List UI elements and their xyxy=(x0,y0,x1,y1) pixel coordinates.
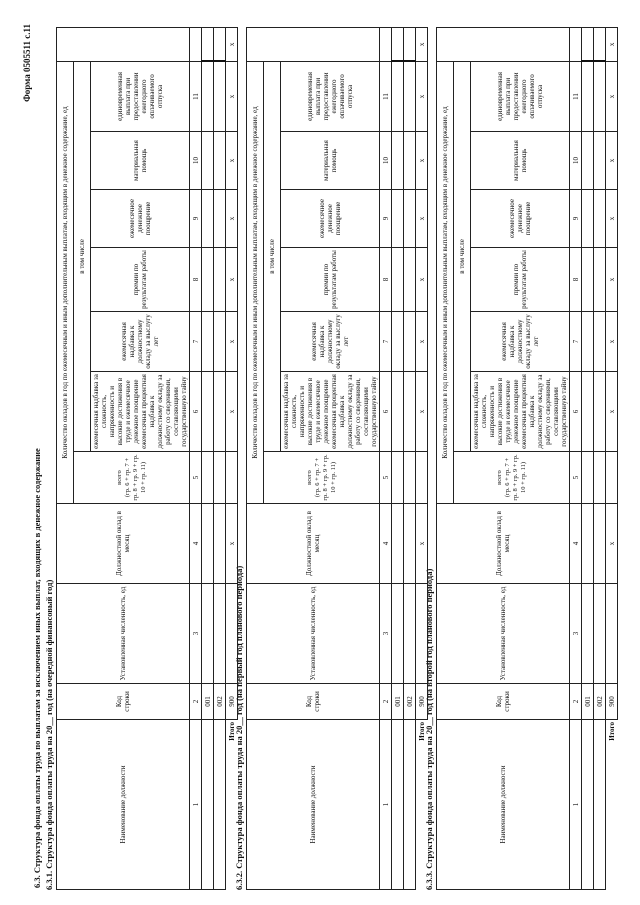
table-row xyxy=(582,27,594,889)
cell[interactable] xyxy=(214,452,226,504)
cell[interactable] xyxy=(606,584,618,684)
colnum-3: 3 xyxy=(190,584,202,684)
cell[interactable] xyxy=(202,61,214,131)
cell[interactable] xyxy=(594,190,606,248)
col-total-label: всего xyxy=(495,470,503,485)
col-total-label: всего xyxy=(115,470,123,485)
cell xyxy=(594,27,606,61)
table-row xyxy=(594,27,606,889)
colnum-10: 10 xyxy=(570,132,582,190)
col-8: премии по результатам работы xyxy=(471,248,570,312)
col-name: Наименование должности xyxy=(247,720,380,890)
col-group: Количество окладов в год по ежемесячным и иным дополнительным выплатам, входящим в денежное содержание, ед xyxy=(57,61,74,503)
x-mark: х xyxy=(226,27,238,61)
x-mark: х xyxy=(226,372,238,452)
x-mark: х xyxy=(416,132,428,190)
total-label: Итого xyxy=(607,722,616,741)
cell-code: 002 xyxy=(594,684,606,720)
col-6: ежемесячная надбавка за сложность, напряженность и высокие достижения в труде и ежемесячное денежное поощрение ежемесячная процентная надбавка к должностному окладу за работу со сведениями, составляющими государственную тайну xyxy=(471,372,570,452)
x-mark: х xyxy=(606,248,618,312)
col-name: Наименование должности xyxy=(57,720,190,890)
cell[interactable] xyxy=(582,584,594,684)
colnum-2: 2 xyxy=(570,684,582,720)
col-salary: Должностной оклад в месяц xyxy=(247,504,380,584)
colnum-4: 4 xyxy=(190,504,202,584)
x-mark: х xyxy=(606,312,618,372)
colnum-3: 3 xyxy=(380,584,392,684)
col-total xyxy=(454,452,570,504)
cell[interactable] xyxy=(392,504,404,584)
cell[interactable] xyxy=(594,248,606,312)
cell[interactable] xyxy=(214,132,226,190)
colnum-7: 7 xyxy=(380,312,392,372)
total-code: 900 xyxy=(606,684,618,720)
cell[interactable] xyxy=(594,584,606,684)
section-3 xyxy=(424,28,618,890)
cell xyxy=(582,27,594,61)
cell[interactable] xyxy=(594,372,606,452)
cell[interactable] xyxy=(392,452,404,504)
colnum-6: 6 xyxy=(570,372,582,452)
col-total-label: всего xyxy=(305,470,313,485)
col-9: ежемесячное денежное поощрение xyxy=(91,190,190,248)
colnum-4: 4 xyxy=(380,504,392,584)
total-label: Итого xyxy=(417,722,426,741)
cell[interactable] xyxy=(214,248,226,312)
colnum-2: 2 xyxy=(190,684,202,720)
cell-name[interactable] xyxy=(202,720,214,890)
col-name: Наименование должности xyxy=(437,720,570,890)
cell[interactable] xyxy=(214,190,226,248)
col-11: единовременная выплата при предоставлении ежегодного оплачиваемого отпуска xyxy=(281,61,380,131)
x-mark: х xyxy=(606,190,618,248)
colnum-11: 11 xyxy=(570,61,582,131)
cell[interactable] xyxy=(392,372,404,452)
cell[interactable] xyxy=(594,452,606,504)
col-total-formula: (гр. 6 + гр. 7 + гр. 8 + гр. 9 + гр. 10 + гр. 11) xyxy=(503,454,527,501)
cell[interactable] xyxy=(392,312,404,372)
cell[interactable] xyxy=(582,132,594,190)
col-code: Код строки xyxy=(57,684,190,720)
cell[interactable] xyxy=(202,504,214,584)
section-title: 6.3.3. Структура фонда оплаты труда на 20__ год (на второй год планового периода) xyxy=(424,568,434,890)
col-6: ежемесячная надбавка за сложность, напряженность и высокие достижения в труде и ежемесячное денежное поощрение ежемесячная процентная надбавка к должностному окладу за работу со сведениями, составляющими государственную тайну xyxy=(91,372,190,452)
col-8: премии по результатам работы xyxy=(281,248,380,312)
colnum-10: 10 xyxy=(190,132,202,190)
table-row xyxy=(404,27,416,889)
cell[interactable] xyxy=(202,372,214,452)
x-mark: х xyxy=(226,504,238,584)
rotated-sheet xyxy=(18,20,618,890)
table-row xyxy=(214,27,226,889)
cell[interactable] xyxy=(202,584,214,684)
table-row xyxy=(392,27,404,889)
colnum-8: 8 xyxy=(190,248,202,312)
cell[interactable] xyxy=(594,504,606,584)
blank-num xyxy=(190,27,202,61)
cell[interactable] xyxy=(582,504,594,584)
x-mark: х xyxy=(416,27,428,61)
cell[interactable] xyxy=(582,248,594,312)
col-group: Количество окладов в год по ежемесячным и иным дополнительным выплатам, входящим в денежное содержание, ед xyxy=(437,61,454,503)
col-10: материальная помощь xyxy=(471,132,570,190)
cell-code: 002 xyxy=(404,684,416,720)
x-mark: х xyxy=(416,372,428,452)
colnum-7: 7 xyxy=(570,312,582,372)
x-mark: х xyxy=(226,132,238,190)
form-code: Форма 0505511 с.11 xyxy=(22,24,32,102)
x-mark: х xyxy=(606,27,618,61)
cell[interactable] xyxy=(582,372,594,452)
col-code: Код строки xyxy=(247,684,380,720)
colnum-8: 8 xyxy=(570,248,582,312)
cell[interactable] xyxy=(214,584,226,684)
cell[interactable] xyxy=(404,61,416,131)
cell xyxy=(392,27,404,61)
cell[interactable] xyxy=(202,248,214,312)
cell[interactable] xyxy=(404,504,416,584)
col-7: ежемесячная надбавка к должностному окладу за выслугу лет xyxy=(471,312,570,372)
colnum-6: 6 xyxy=(190,372,202,452)
cell[interactable] xyxy=(214,372,226,452)
cell[interactable] xyxy=(214,312,226,372)
blank-col xyxy=(437,27,570,61)
colnum-7: 7 xyxy=(190,312,202,372)
section-1 xyxy=(44,28,238,890)
col-total-formula: (гр. 6 + гр. 7 + гр. 8 + гр. 9 + гр. 10 + гр. 11) xyxy=(313,454,337,501)
x-mark: х xyxy=(226,248,238,312)
col-11: единовременная выплата при предоставлении ежегодного оплачиваемого отпуска xyxy=(471,61,570,131)
section-title: 6.3.1. Структура фонда оплаты труда на 20__ год (на очередной финансовый год) xyxy=(44,579,54,890)
col-group: Количество окладов в год по ежемесячным и иным дополнительным выплатам, входящим в денежное содержание, ед xyxy=(247,61,264,503)
cell[interactable] xyxy=(582,312,594,372)
col-10: материальная помощь xyxy=(281,132,380,190)
blank-col xyxy=(57,27,190,61)
colnum-8: 8 xyxy=(380,248,392,312)
col-total xyxy=(74,452,190,504)
cell[interactable] xyxy=(404,452,416,504)
col-8: премии по результатам работы xyxy=(91,248,190,312)
cell[interactable] xyxy=(404,584,416,684)
cell[interactable] xyxy=(392,584,404,684)
blank-col xyxy=(247,27,380,61)
cell-name[interactable] xyxy=(594,720,606,890)
cell[interactable] xyxy=(392,132,404,190)
x-mark: х xyxy=(416,190,428,248)
col-incl: в том числе xyxy=(454,61,471,451)
cell[interactable] xyxy=(404,248,416,312)
cell-name[interactable] xyxy=(582,720,594,890)
colnum-10: 10 xyxy=(380,132,392,190)
cell[interactable] xyxy=(202,312,214,372)
x-mark: х xyxy=(606,504,618,584)
cell[interactable] xyxy=(202,452,214,504)
x-mark: х xyxy=(606,61,618,131)
col-staff: Установленная численность, ед xyxy=(247,584,380,684)
total-code: 900 xyxy=(226,684,238,720)
cell[interactable] xyxy=(404,190,416,248)
cell[interactable] xyxy=(582,61,594,131)
colnum-1: 1 xyxy=(570,720,582,890)
cell-code: 001 xyxy=(202,684,214,720)
x-mark: х xyxy=(226,190,238,248)
colnum-5: 5 xyxy=(190,452,202,504)
colnum-6: 6 xyxy=(380,372,392,452)
col-9: ежемесячное денежное поощрение xyxy=(471,190,570,248)
col-9: ежемесячное денежное поощрение xyxy=(281,190,380,248)
col-code: Код строки xyxy=(437,684,570,720)
cell[interactable] xyxy=(392,248,404,312)
cell[interactable] xyxy=(214,61,226,131)
total-code: 900 xyxy=(416,684,428,720)
colnum-5: 5 xyxy=(380,452,392,504)
col-incl: в том числе xyxy=(74,61,91,451)
cell[interactable] xyxy=(594,312,606,372)
colnum-9: 9 xyxy=(380,190,392,248)
cell[interactable] xyxy=(582,452,594,504)
section-2 xyxy=(234,28,428,890)
cell[interactable] xyxy=(404,312,416,372)
colnum-9: 9 xyxy=(190,190,202,248)
cell[interactable] xyxy=(404,132,416,190)
x-mark: х xyxy=(416,248,428,312)
cell[interactable] xyxy=(582,190,594,248)
col-incl: в том числе xyxy=(264,61,281,451)
cell[interactable] xyxy=(214,504,226,584)
cell-code: 001 xyxy=(392,684,404,720)
colnum-2: 2 xyxy=(380,684,392,720)
main-title: 6.3. Структура фонда оплаты труда по выплатам за исключением иных выплат, входящих в денежное содержание xyxy=(32,448,42,888)
cell-code: 002 xyxy=(214,684,226,720)
x-mark: х xyxy=(226,312,238,372)
blank-num xyxy=(380,27,392,61)
col-total xyxy=(264,452,380,504)
col-7: ежемесячная надбавка к должностному окладу за выслугу лет xyxy=(91,312,190,372)
cell[interactable] xyxy=(606,452,618,504)
cell-code: 001 xyxy=(582,684,594,720)
total-row xyxy=(606,27,618,889)
cell[interactable] xyxy=(392,190,404,248)
cell[interactable] xyxy=(392,61,404,131)
col-10: материальная помощь xyxy=(91,132,190,190)
colnum-11: 11 xyxy=(380,61,392,131)
x-mark: х xyxy=(606,372,618,452)
cell xyxy=(404,27,416,61)
fot-table xyxy=(246,27,428,890)
fot-table xyxy=(436,27,618,890)
fot-table xyxy=(56,27,238,890)
colnum-11: 11 xyxy=(190,61,202,131)
x-mark: х xyxy=(416,504,428,584)
colnum-9: 9 xyxy=(570,190,582,248)
blank-num xyxy=(570,27,582,61)
colnum-1: 1 xyxy=(380,720,392,890)
col-salary: Должностной оклад в месяц xyxy=(437,504,570,584)
cell-name[interactable] xyxy=(214,720,226,890)
colnum-3: 3 xyxy=(570,584,582,684)
x-mark: х xyxy=(226,61,238,131)
cell[interactable] xyxy=(202,190,214,248)
cell xyxy=(214,27,226,61)
cell[interactable] xyxy=(594,61,606,131)
total-label: Итого xyxy=(227,722,236,741)
section-title: 6.3.2. Структура фонда оплаты труда на 20__ год (на первый год планового периода) xyxy=(234,565,244,890)
table-row xyxy=(202,27,214,889)
colnum-4: 4 xyxy=(570,504,582,584)
cell-name[interactable] xyxy=(404,720,416,890)
cell[interactable] xyxy=(404,372,416,452)
cell xyxy=(202,27,214,61)
col-7: ежемесячная надбавка к должностному окладу за выслугу лет xyxy=(281,312,380,372)
col-salary: Должностной оклад в месяц xyxy=(57,504,190,584)
col-staff: Установленная численность, ед xyxy=(57,584,190,684)
col-6: ежемесячная надбавка за сложность, напряженность и высокие достижения в труде и ежемесячное денежное поощрение ежемесячная процентная надбавка к должностному окладу за работу со сведениями, составляющими государственную тайну xyxy=(281,372,380,452)
cell-name[interactable] xyxy=(392,720,404,890)
cell[interactable] xyxy=(594,132,606,190)
colnum-5: 5 xyxy=(570,452,582,504)
colnum-1: 1 xyxy=(190,720,202,890)
x-mark: х xyxy=(606,132,618,190)
x-mark: х xyxy=(416,61,428,131)
cell[interactable] xyxy=(202,132,214,190)
col-total-formula: (гр. 6 + гр. 7 + гр. 8 + гр. 9 + гр. 10 + гр. 11) xyxy=(123,454,147,501)
col-11: единовременная выплата при предоставлении ежегодного оплачиваемого отпуска xyxy=(91,61,190,131)
col-staff: Установленная численность, ед xyxy=(437,584,570,684)
x-mark: х xyxy=(416,312,428,372)
